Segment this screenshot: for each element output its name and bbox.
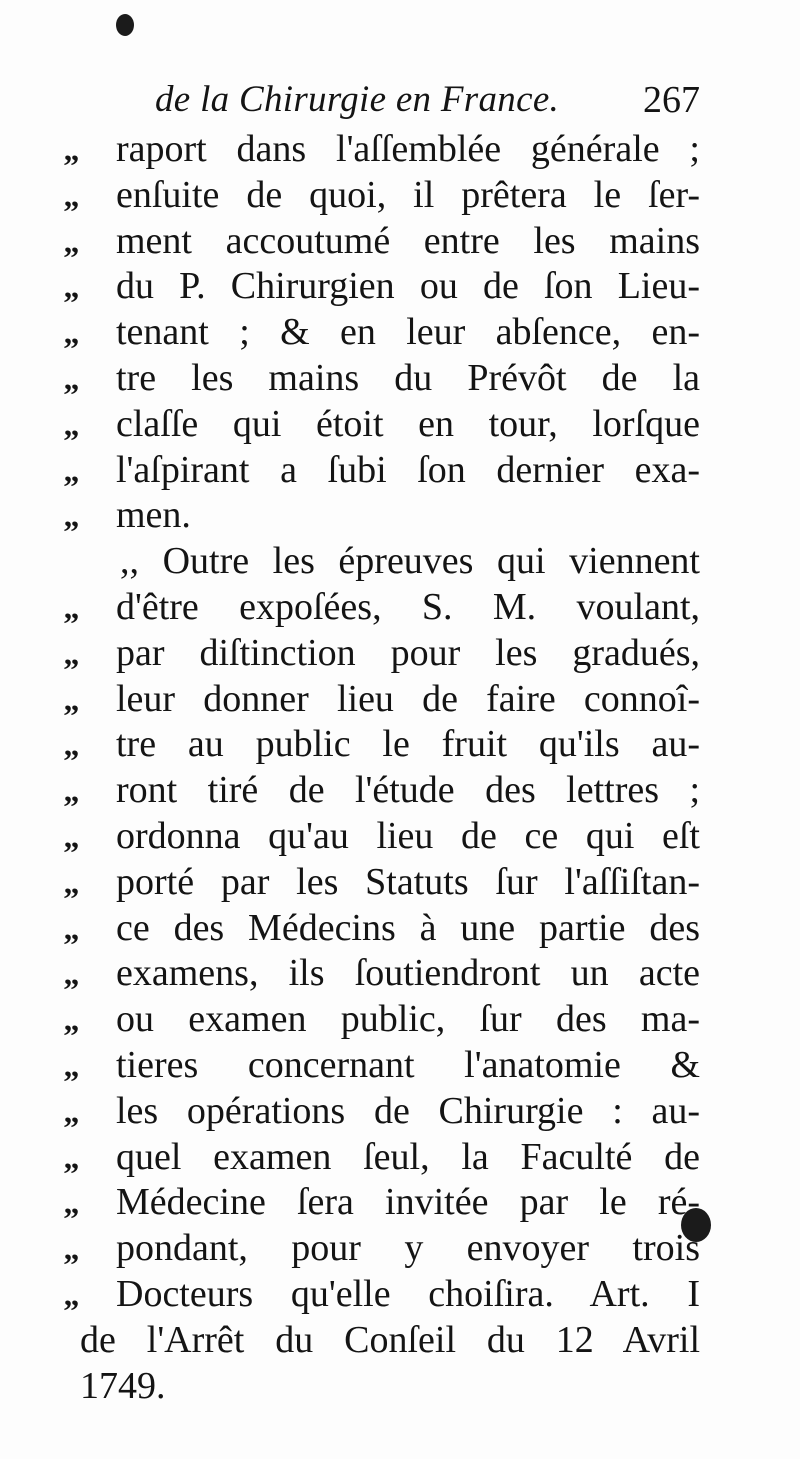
text-line	[64, 310, 700, 356]
line-text: les opérations de Chirurgie : au-	[116, 1089, 700, 1132]
line-text: tre les mains du Prévôt de la	[116, 356, 700, 399]
line-text: Médecine ſera invitée par le ré-	[116, 1181, 700, 1224]
line-text: pondant, pour y envoyer trois	[116, 1227, 700, 1270]
text-line	[64, 356, 700, 402]
text-line	[64, 1180, 700, 1226]
quote-mark: ,,	[64, 1230, 78, 1267]
text-line	[64, 448, 700, 494]
text-line	[64, 1226, 700, 1272]
text-line	[64, 493, 700, 539]
text-line	[64, 1089, 700, 1135]
text-line	[64, 1135, 700, 1181]
quote-mark: ,,	[64, 176, 78, 213]
text-line	[64, 814, 700, 860]
quote-mark: ,,	[64, 817, 78, 854]
line-text: raport dans l'aſſemblée générale ;	[116, 128, 700, 170]
text-line	[64, 1364, 700, 1410]
line-text: claſſe qui étoit en tour, lorſque	[116, 402, 700, 445]
quote-mark: ,,	[64, 222, 78, 259]
text-line	[64, 722, 700, 768]
line-text: de l'Arrêt du Conſeil du 12 Avril	[80, 1318, 700, 1361]
text-line	[64, 264, 700, 310]
line-text: ce des Médecins à une partie des	[116, 906, 700, 949]
line-text: enſuite de quoi, il prêtera le ſer-	[116, 173, 700, 216]
quote-mark: ,,	[64, 405, 78, 442]
text-line	[64, 631, 700, 677]
line-text: par diſtinction pour les gradués,	[116, 631, 700, 674]
text-line	[64, 768, 700, 814]
quote-mark: ,,	[64, 634, 78, 671]
text-line	[64, 677, 700, 723]
quote-mark: ,,	[64, 268, 78, 305]
quote-mark: ,,	[64, 451, 78, 488]
line-text: men.	[116, 494, 191, 537]
line-text: ordonna qu'au lieu de ce qui eſt	[116, 814, 700, 857]
text-line	[64, 906, 700, 952]
quote-mark: ,,	[64, 1001, 78, 1038]
quote-mark: ,,	[64, 1138, 78, 1175]
running-title: de la Chirurgie en France.	[155, 79, 560, 120]
line-text: examens, ils ſoutiendront un acte	[116, 952, 700, 995]
line-text: ,, Outre les épreuves qui viennent	[120, 540, 700, 583]
quote-mark: ,,	[64, 131, 78, 167]
quote-mark: ,,	[64, 359, 78, 396]
text-line	[64, 173, 700, 219]
text-line	[64, 860, 700, 906]
line-text: d'être expoſées, S. M. voulant,	[116, 585, 700, 628]
paragraph-start-line	[64, 539, 700, 585]
quote-mark: ,,	[64, 314, 78, 351]
quote-mark: ,,	[64, 680, 78, 717]
quote-mark: ,,	[64, 726, 78, 763]
quote-mark: ,,	[64, 497, 78, 534]
line-text: 1749.	[80, 1364, 166, 1407]
line-text: tenant ; & en leur abſence, en-	[116, 311, 700, 354]
quote-mark: ,,	[64, 1184, 78, 1221]
quote-mark: ,,	[64, 772, 78, 809]
line-text: quel examen ſeul, la Faculté de	[116, 1135, 700, 1178]
line-text: ront tiré de l'étude des lettres ;	[116, 769, 700, 812]
line-text: tieres concernant l'anatomie &	[116, 1043, 700, 1086]
running-head	[155, 78, 700, 128]
text-line	[64, 127, 700, 173]
line-text: ou examen public, ſur des ma-	[116, 998, 700, 1041]
quote-mark: ,,	[64, 863, 78, 900]
line-text: ment accoutumé entre les mains	[116, 219, 700, 262]
line-text: Docteurs qu'elle choiſira. Art. I	[116, 1272, 700, 1315]
text-line	[64, 219, 700, 265]
quote-mark: ,,	[64, 909, 78, 946]
quote-mark: ,,	[64, 1092, 78, 1129]
text-line	[64, 1318, 700, 1364]
line-text: tre au public le fruit qu'ils au-	[116, 723, 700, 766]
page-number: 267	[643, 79, 700, 121]
text-line	[64, 1043, 700, 1089]
line-text: leur donner lieu de faire connoî-	[116, 677, 700, 720]
line-text: porté par les Statuts ſur l'aſſiſtan-	[116, 860, 700, 903]
quote-mark: ,,	[64, 1046, 78, 1083]
body-text	[64, 127, 700, 1409]
text-line	[64, 951, 700, 997]
text-line	[64, 585, 700, 631]
line-text: l'aſpirant a ſubi ſon dernier exa-	[116, 448, 700, 491]
line-text: du P. Chirurgien ou de ſon Lieu-	[116, 265, 700, 308]
text-line	[64, 402, 700, 448]
text-line	[64, 997, 700, 1043]
ink-blot	[116, 14, 134, 36]
quote-mark: ,,	[64, 588, 78, 625]
text-line	[64, 1272, 700, 1318]
quote-mark: ,,	[64, 955, 78, 992]
quote-mark: ,,	[64, 1275, 78, 1312]
